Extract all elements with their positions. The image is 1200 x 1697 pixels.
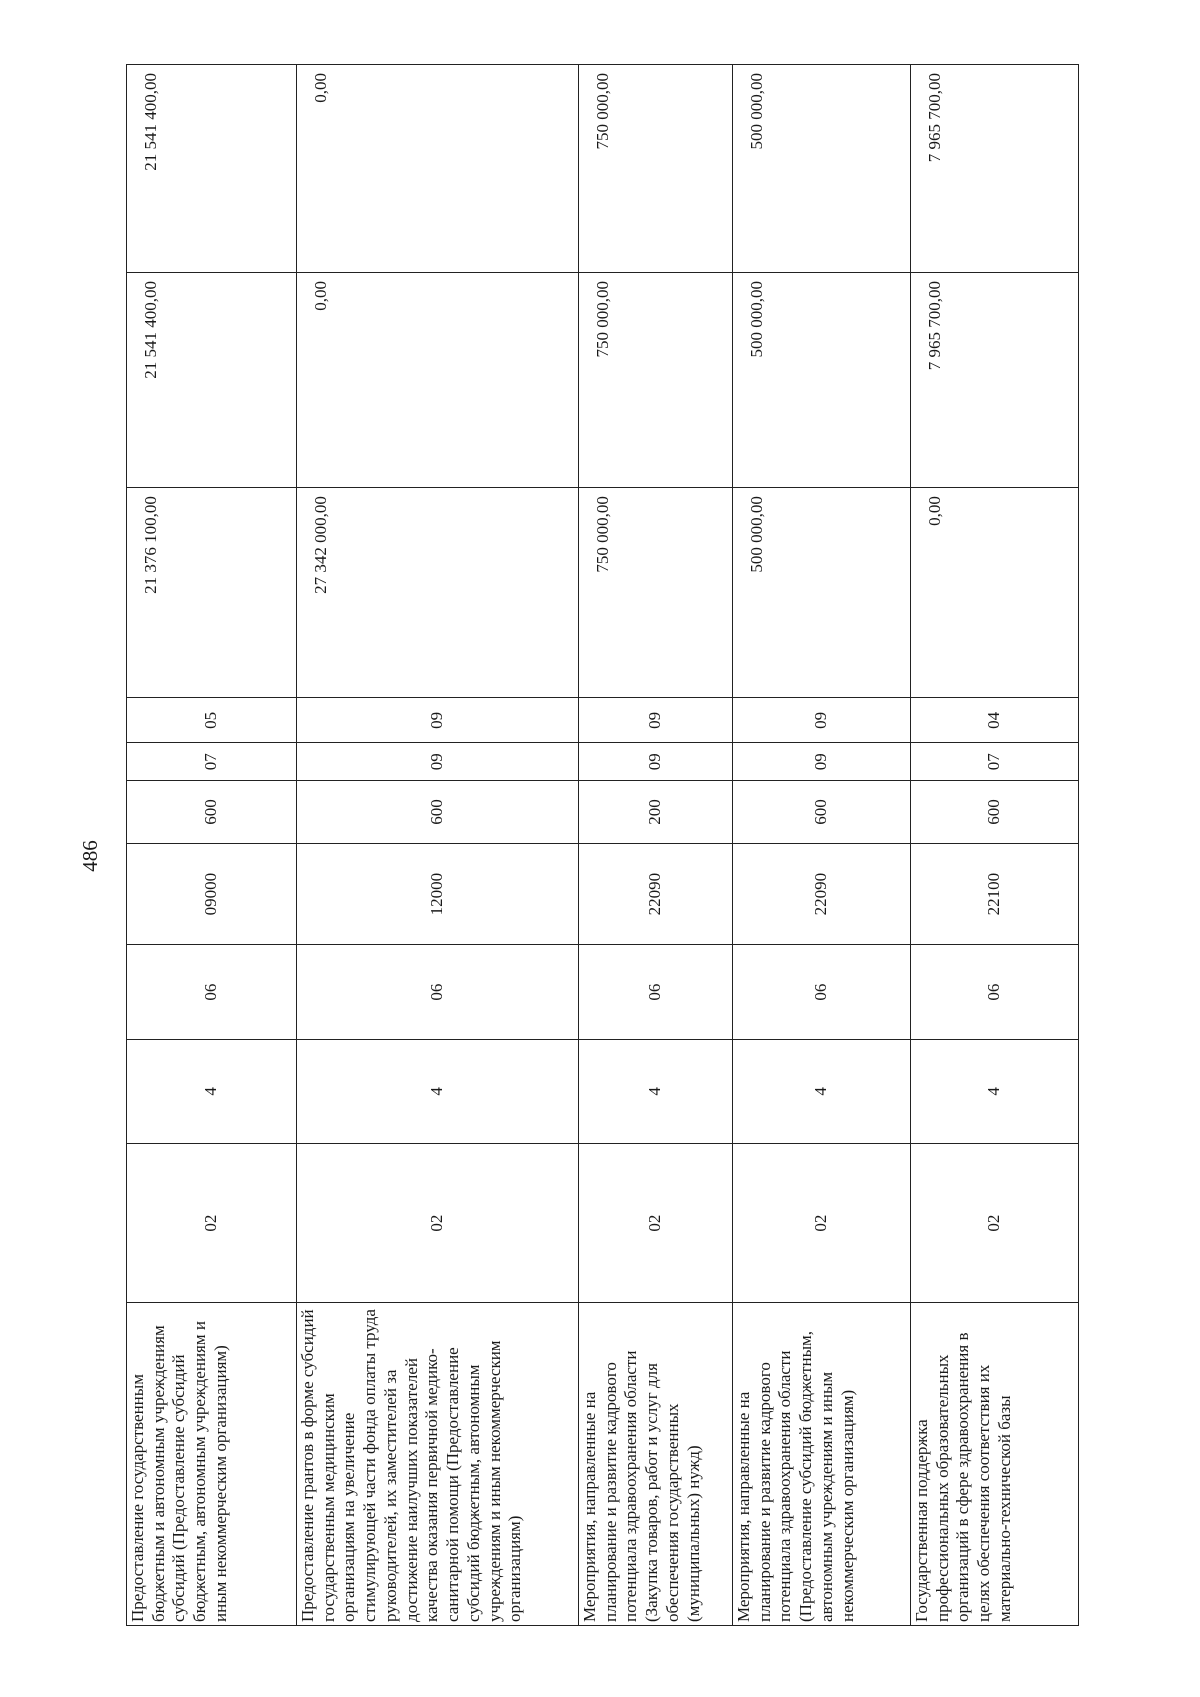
amount-year-1: 21 376 100,00 (127, 488, 297, 698)
rotated-table-wrapper (126, 64, 1078, 1626)
amount-year-1: 27 342 000,00 (297, 488, 579, 698)
amount-year-1: 0,00 (911, 488, 1079, 698)
table-row (579, 65, 733, 1626)
table-row (297, 65, 579, 1626)
amount-year-1: 750 000,00 (579, 488, 733, 698)
amount-year-2: 21 541 400,00 (127, 273, 297, 488)
amount-year-3: 500 000,00 (733, 65, 911, 273)
code-subsection: 04 (911, 698, 1079, 743)
amount-year-2: 500 000,00 (733, 273, 911, 488)
code-subprogram: 4 (297, 1039, 579, 1143)
code-section: 09 (579, 743, 733, 781)
page-number: 486 (77, 840, 102, 872)
row-name: Государственная поддержка профессиональных образовательных организаций в сфере здравоохранения в целях обеспечения соответствия их материально-технической базы (911, 1303, 1079, 1626)
code-program: 02 (579, 1143, 733, 1303)
code-subprogram: 4 (127, 1039, 297, 1143)
code-section: 09 (297, 743, 579, 781)
row-name: Мероприятия, направленные на планирование и развитие кадрового потенциала здравоохранения области (Предоставление субсидий бюджетным, автономным учреждениям и иным некоммерческим организациям) (733, 1303, 911, 1626)
table-row (127, 65, 297, 1626)
budget-table (126, 64, 1079, 1626)
row-name: Предоставление государственным бюджетным и автономным учреждениям субсидий (Предоставление субсидий бюджетным, автономным учреждениям и иным некоммерческим организациям) (127, 1303, 297, 1626)
code-direction: 12000 (297, 843, 579, 945)
code-program: 02 (127, 1143, 297, 1303)
code-subsection: 05 (127, 698, 297, 743)
amount-year-2: 750 000,00 (579, 273, 733, 488)
code-section: 07 (127, 743, 297, 781)
amount-year-3: 21 541 400,00 (127, 65, 297, 273)
code-program: 02 (911, 1143, 1079, 1303)
code-main-event: 06 (127, 945, 297, 1040)
code-program: 02 (733, 1143, 911, 1303)
amount-year-3: 7 965 700,00 (911, 65, 1079, 273)
amount-year-2: 0,00 (297, 273, 579, 488)
code-subprogram: 4 (911, 1039, 1079, 1143)
code-main-event: 06 (733, 945, 911, 1040)
row-name: Предоставление грантов в форме субсидий государственным медицинским организациям на увеличение стимулирующей части фонда оплаты труда руководителей, их заместителей за достижение наилучших показателей качества оказания первичной медико-санитарной помощи (Предоставление субсидий бюджетным, автономным учреждениям и иным некоммерческим организациям) (297, 1303, 579, 1626)
amount-year-2: 7 965 700,00 (911, 273, 1079, 488)
code-direction: 09000 (127, 843, 297, 945)
code-expense-type: 600 (911, 781, 1079, 844)
code-program: 02 (297, 1143, 579, 1303)
amount-year-3: 750 000,00 (579, 65, 733, 273)
amount-year-3: 0,00 (297, 65, 579, 273)
code-section: 09 (733, 743, 911, 781)
code-expense-type: 600 (127, 781, 297, 844)
code-subsection: 09 (579, 698, 733, 743)
code-expense-type: 600 (733, 781, 911, 844)
code-direction: 22090 (733, 843, 911, 945)
row-name: Мероприятия, направленные на планирование и развитие кадрового потенциала здравоохранения области (Закупка товаров, работ и услуг для обеспечения государственных (муниципальных) нужд) (579, 1303, 733, 1626)
table-row (733, 65, 911, 1626)
code-expense-type: 200 (579, 781, 733, 844)
code-main-event: 06 (911, 945, 1079, 1040)
code-main-event: 06 (579, 945, 733, 1040)
code-subsection: 09 (733, 698, 911, 743)
code-subsection: 09 (297, 698, 579, 743)
code-direction: 22090 (579, 843, 733, 945)
code-section: 07 (911, 743, 1079, 781)
amount-year-1: 500 000,00 (733, 488, 911, 698)
code-main-event: 06 (297, 945, 579, 1040)
code-expense-type: 600 (297, 781, 579, 844)
table-row (911, 65, 1079, 1626)
code-direction: 22100 (911, 843, 1079, 945)
code-subprogram: 4 (579, 1039, 733, 1143)
code-subprogram: 4 (733, 1039, 911, 1143)
